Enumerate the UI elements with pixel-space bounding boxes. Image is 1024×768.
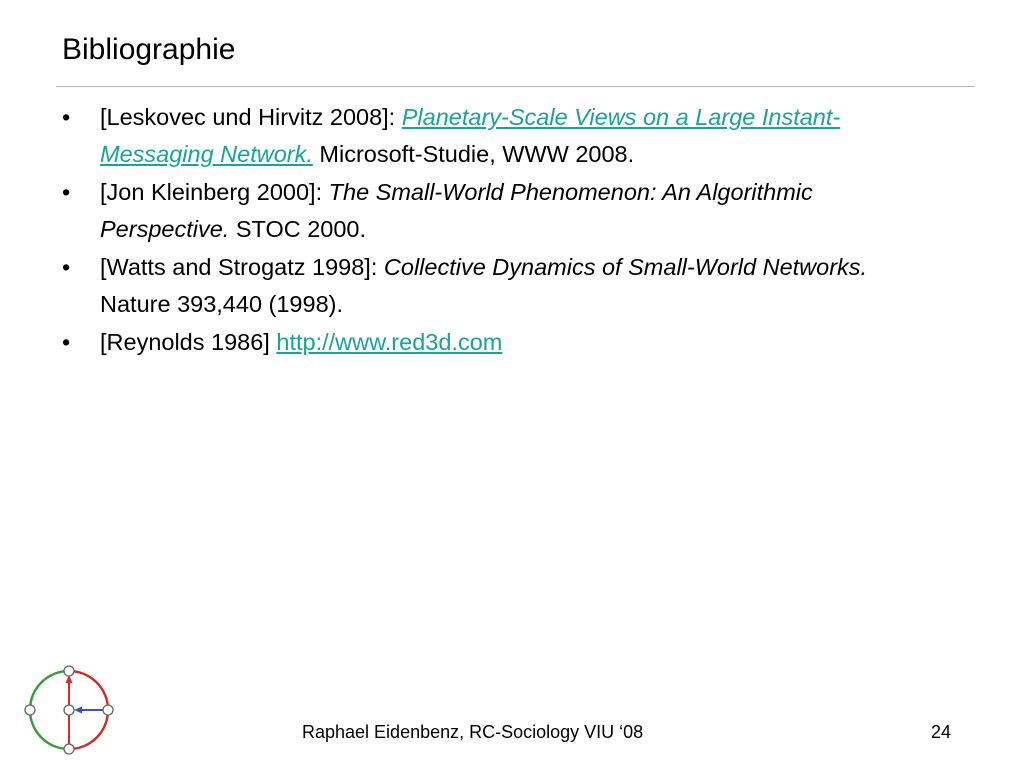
bibliography-list bbox=[62, 99, 942, 362]
bibliography-entry-kleinberg bbox=[62, 174, 942, 248]
network-graph-logo-icon bbox=[24, 665, 114, 755]
logo-node-center bbox=[64, 705, 74, 715]
logo-node-bottom bbox=[64, 744, 74, 754]
logo-node-left bbox=[25, 705, 35, 715]
publication-details: STOC 2000. bbox=[235, 216, 367, 242]
work-title: Collective Dynamics of Small-World Networks. bbox=[383, 254, 868, 280]
bullet: • bbox=[62, 254, 71, 280]
slide-title: Bibliographie bbox=[62, 33, 236, 66]
logo-green-arc bbox=[30, 671, 69, 749]
title-divider bbox=[56, 86, 975, 87]
page-number: 24 bbox=[931, 722, 952, 742]
bibliography-entry-reynolds bbox=[62, 324, 942, 361]
publication-details: Microsoft-Studie, WWW 2008. bbox=[319, 141, 635, 167]
footer-credit: Raphael Eidenbenz, RC-Sociology VIU ‘08 bbox=[302, 722, 644, 742]
logo-node-top bbox=[64, 666, 74, 676]
logo-node-right bbox=[103, 705, 113, 715]
citation: [Jon Kleinberg 2000]: bbox=[100, 179, 323, 205]
citation: [Reynolds 1986] bbox=[100, 329, 270, 355]
bullet: • bbox=[62, 329, 71, 355]
citation: [Leskovec und Hirvitz 2008]: bbox=[100, 104, 396, 130]
publication-details: Nature 393,440 (1998). bbox=[100, 291, 343, 317]
bullet: • bbox=[62, 104, 71, 130]
bibliography-entry-watts-strogatz bbox=[62, 249, 942, 323]
bibliography-entry-leskovec bbox=[62, 99, 942, 173]
bullet: • bbox=[62, 179, 71, 205]
citation: [Watts and Strogatz 1998]: bbox=[100, 254, 378, 280]
logo-blue-arrowhead bbox=[74, 707, 82, 714]
work-title-link[interactable]: Planetary-Scale Views on a Large Instant-Messaging Network. bbox=[100, 104, 841, 167]
work-title: The Small-World Phenomenon: An Algorithmic Perspective. bbox=[100, 179, 813, 242]
url-link[interactable]: http://www.red3d.com bbox=[276, 329, 503, 355]
